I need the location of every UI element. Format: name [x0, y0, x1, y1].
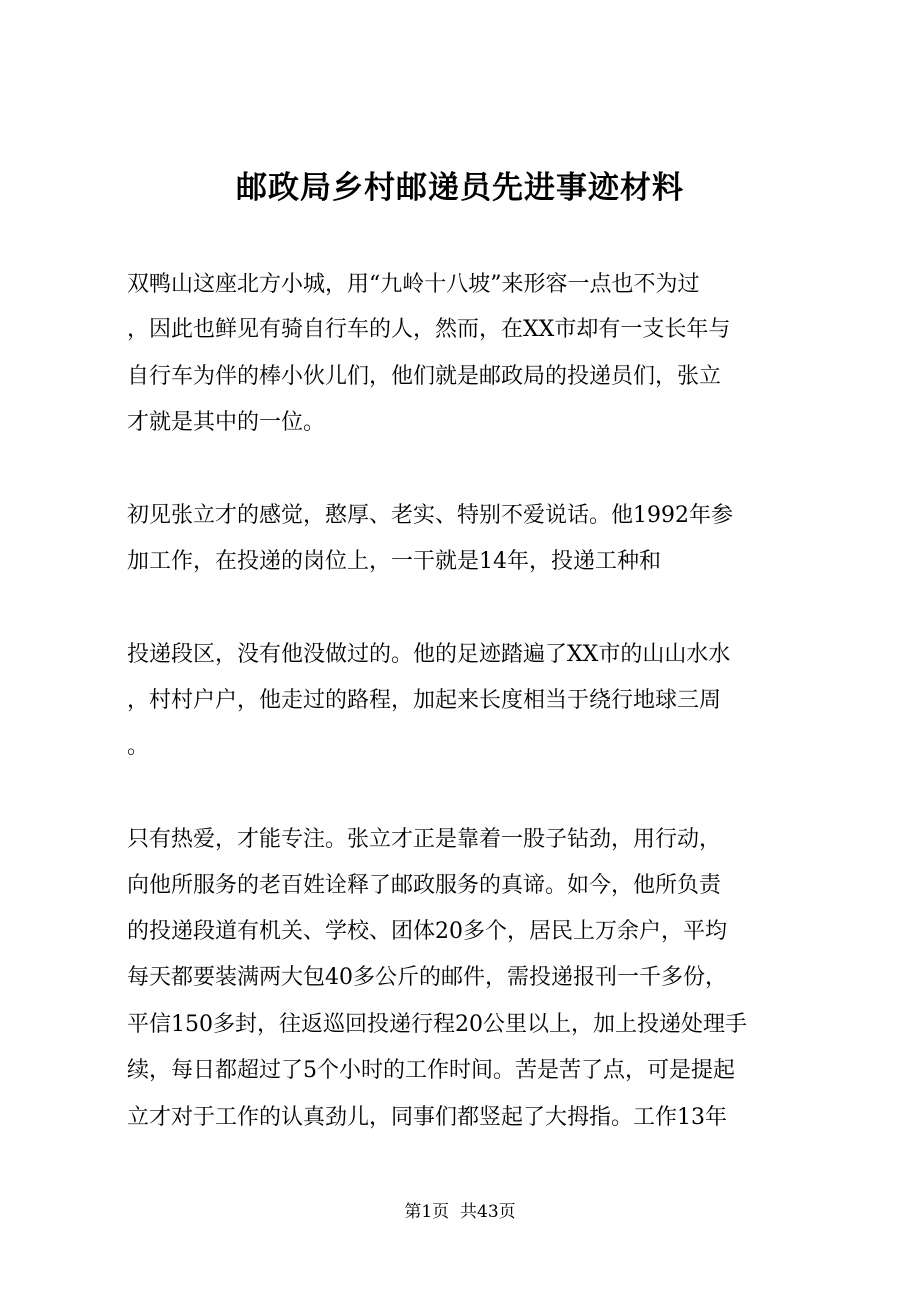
text-line: 向他所服务的老百姓诠释了邮政服务的真谛。如今，他所负责: [127, 873, 722, 898]
text-line: 投递段区，没有他没做过的。他的足迹踏遍了XX市的山山水水: [127, 642, 731, 667]
text-line: ，因此也鲜见有骑自行车的人，然而，在XX市却有一支长年与: [127, 317, 731, 342]
text-line: 立才对于工作的认真劲儿，同事们都竖起了大拇指。工作13年: [127, 1105, 727, 1130]
text-line: 平信150多封，往返巡回投递行程20公里以上，加上投递处理手: [127, 1012, 747, 1037]
text-line: 只有热爱，才能专注。张立才正是靠着一股子钻劲，用行动，: [127, 827, 722, 852]
page-number: 第1页: [404, 1202, 450, 1222]
document-title: 邮政局乡村邮递员先进事迹材料: [236, 170, 684, 206]
text-line: 的投递段道有机关、学校、团体20多个，居民上万余户，平均: [127, 919, 727, 944]
text-line: 才就是其中的一位。: [127, 410, 326, 435]
text-line: ，村村户户，他走过的路程，加起来长度相当于绕行地球三周: [127, 688, 722, 713]
text-line: 。: [127, 734, 150, 759]
page-footer: [0, 1200, 920, 1224]
text-line: 每天都要装满两大包40多公斤的邮件，需投递报刊一千多份，: [127, 965, 727, 990]
text-line: 双鸭山这座北方小城，用“九岭十八坡”来形容一点也不为过: [127, 272, 700, 297]
text-line: 自行车为伴的棒小伙儿们，他们就是邮政局的投递员们，张立: [127, 364, 722, 389]
text-line: 加工作，在投递的岗位上，一干就是14年，投递工种和: [127, 549, 661, 574]
text-line: 初见张立才的感觉，憨厚、老实、特别不爱说话。他1992年参: [127, 503, 733, 528]
page-total: 共43页: [460, 1202, 516, 1222]
text-line: 续，每日都超过了5个小时的工作时间。苦是苦了点，可是提起: [127, 1058, 735, 1083]
